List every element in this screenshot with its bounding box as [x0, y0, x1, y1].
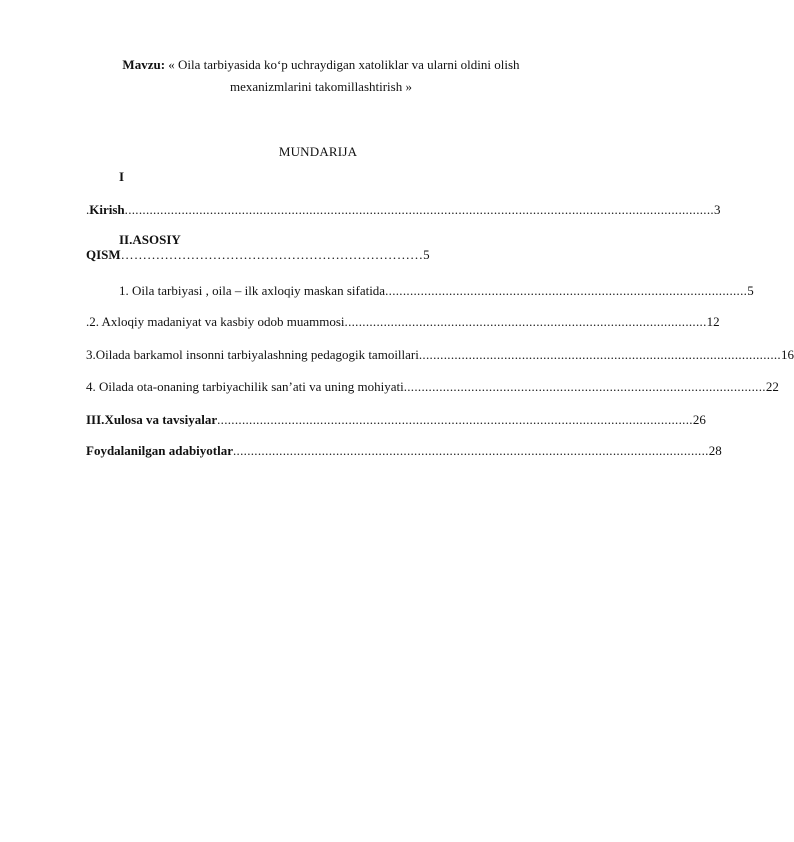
- toc-leader-dots: ......................................................................................................: [403, 379, 766, 394]
- toc-leader-dots: ......................................................................................................................................: [217, 412, 693, 427]
- toc-entry-prefix: .: [86, 202, 90, 217]
- toc-entry-title: 4. Oilada ota-onaning tarbiyachilik san’ati va uning mohiyati: [86, 379, 404, 394]
- toc-entry-page: 3: [713, 202, 721, 217]
- toc-entry-xulosa: [86, 411, 706, 429]
- toc-entry-1: [119, 282, 754, 300]
- topic-label: Mavzu:: [122, 57, 166, 72]
- toc-entry-title: Foydalanilgan adabiyotlar: [86, 443, 233, 458]
- toc-roman-2: II.ASOSIY: [119, 232, 181, 247]
- toc-leader-dots: ......................................................................................................: [385, 283, 748, 298]
- toc-entry-asosiy-qism: [86, 246, 486, 264]
- toc-leader-dots: ......................................................................................................................................................................: [124, 202, 714, 217]
- toc-entry-page: 5: [423, 247, 430, 262]
- toc-entry-2: [86, 313, 720, 331]
- toc-entry-page: 26: [692, 412, 706, 427]
- toc-entry-adabiyotlar: [86, 442, 722, 460]
- toc-entry-title: 1. Oila tarbiyasi , oila – ilk axloqiy maskan sifatida: [119, 283, 386, 298]
- toc-leader-dots: ......................................................................................................: [344, 314, 707, 329]
- toc-entry-page: 12: [706, 314, 720, 329]
- contents-heading: MUNDARIJA: [278, 144, 358, 159]
- toc-leader-dots: ……………………………………………………………: [120, 247, 424, 262]
- toc-leader-dots: ......................................................................................................: [418, 347, 781, 362]
- topic-text: « Oila tarbiyasida ko‘p uchraydigan xatoliklar va ularni oldini olish mexanizmlarini takomillashtirish »: [168, 57, 520, 94]
- toc-entry-page: 16: [780, 347, 794, 362]
- toc-entry-title: .2. Axloqiy madaniyat va kasbiy odob muammosi: [86, 314, 345, 329]
- toc-entry-4: [86, 378, 779, 396]
- toc-leader-dots: ......................................................................................................................................: [233, 443, 709, 458]
- toc-entry-kirish: [86, 201, 721, 219]
- toc-entry-title: Kirish: [89, 202, 125, 217]
- toc-roman-1: I: [119, 169, 125, 184]
- toc-entry-title: 3.Oilada barkamol insonni tarbiyalashning pedagogik tamoillari: [86, 347, 419, 362]
- toc-entry-page: 22: [765, 379, 779, 394]
- toc-entry-page: 5: [747, 283, 754, 298]
- toc-entry-title: QISM: [86, 247, 121, 262]
- toc-entry-title: Xulosa va tavsiyalar: [104, 412, 218, 427]
- topic-block: [86, 54, 556, 98]
- toc-entry-page: 28: [708, 443, 722, 458]
- toc-entry-3: [86, 346, 794, 364]
- toc-entry-prefix: III.: [86, 412, 105, 427]
